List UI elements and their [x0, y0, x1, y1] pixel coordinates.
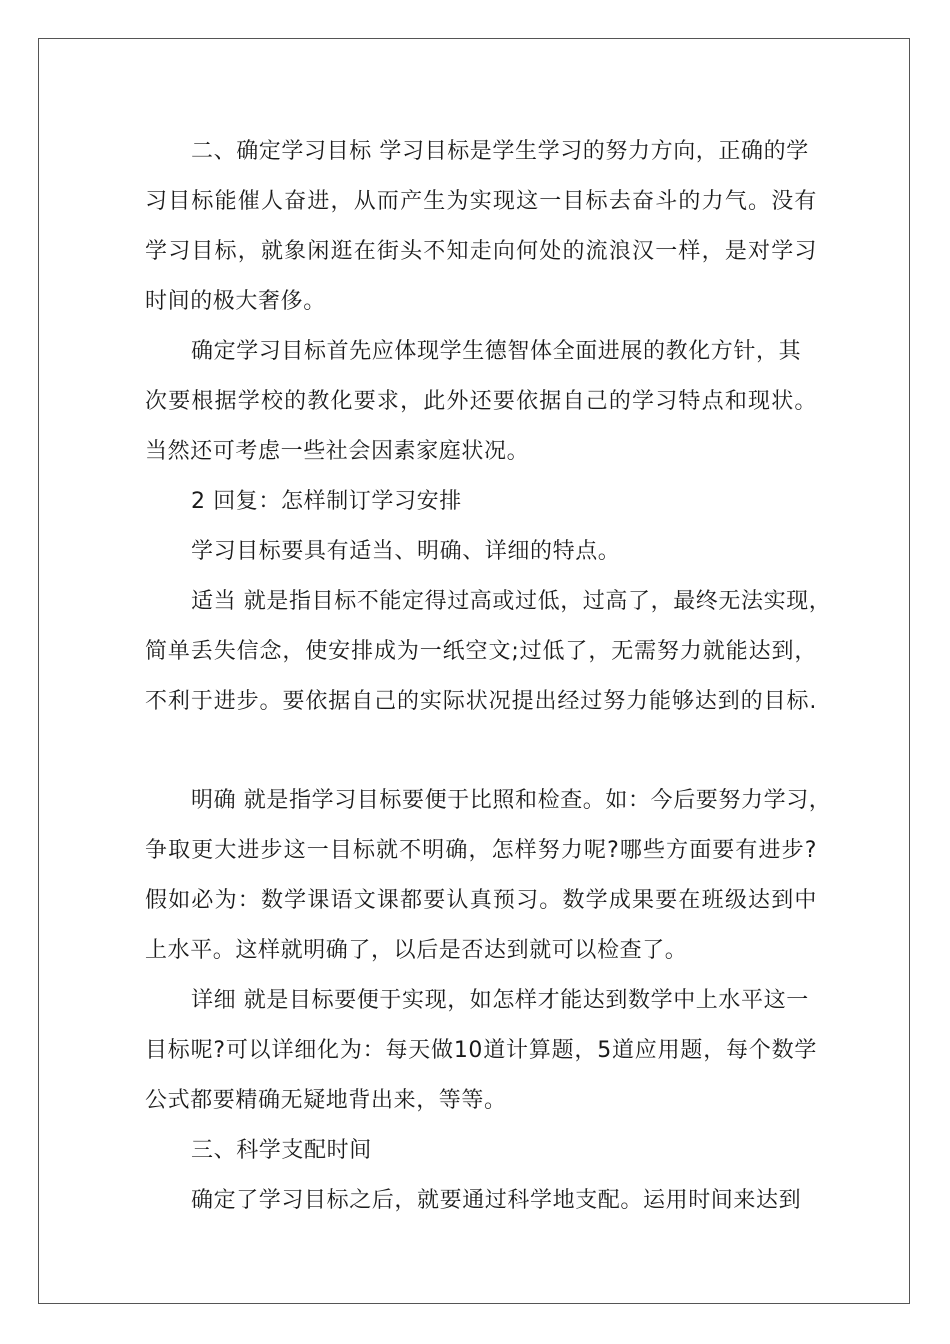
text-line: 二、确定学习目标 学习目标是学生学习的努力方向，正确的学	[191, 139, 809, 164]
text-line: 不利于进步。要依据自己的实际状况提出经过努力能够达到的目标.	[145, 689, 817, 714]
section-heading: 三、科学支配时间	[191, 1138, 372, 1163]
text-line: 上水平。这样就明确了，以后是否达到就可以检查了。	[145, 938, 688, 963]
text-line: 目标呢?可以详细化为：每天做10道计算题，5道应用题，每个数学	[145, 1038, 817, 1063]
text-line: 公式都要精确无疑地背出来，等等。	[145, 1088, 507, 1113]
text-line: 次要根据学校的教化要求，此外还要依据自己的学习特点和现状。	[145, 389, 817, 414]
section-heading: 2 回复：怎样制订学习安排	[191, 489, 462, 514]
text-line: 争取更大进步这一目标就不明确，怎样努力呢?哪些方面要有进步?	[145, 838, 817, 863]
text-line: 当然还可考虑一些社会因素家庭状况。	[145, 439, 530, 464]
text-line: 假如必为：数学课语文课都要认真预习。数学成果要在班级达到中	[145, 888, 817, 913]
text-line: 明确 就是指学习目标要便于比照和检查。如：今后要努力学习，	[191, 788, 832, 813]
text-line: 适当 就是指目标不能定得过高或过低，过高了，最终无法实现，	[191, 589, 832, 614]
text-line: 学习目标要具有适当、明确、详细的特点。	[191, 539, 621, 564]
text-line: 习目标能催人奋进，从而产生为实现这一目标去奋斗的力气。没有	[145, 189, 817, 214]
text-line: 学习目标，就象闲逛在街头不知走向何处的流浪汉一样，是对学习	[145, 239, 817, 264]
text-line: 确定学习目标首先应体现学生德智体全面进展的教化方针，其	[191, 339, 802, 364]
text-line: 简单丢失信念，使安排成为一纸空文;过低了，无需努力就能达到，	[145, 639, 817, 664]
text-line: 详细 就是目标要便于实现，如怎样才能达到数学中上水平这一	[191, 988, 809, 1013]
text-line: 确定了学习目标之后，就要通过科学地支配。运用时间来达到	[191, 1188, 802, 1213]
text-line: 时间的极大奢侈。	[145, 289, 326, 314]
